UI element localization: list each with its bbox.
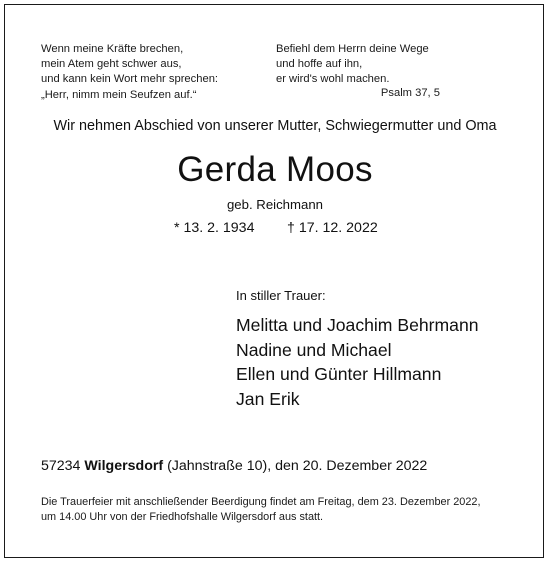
verse-left-line: „Herr, nimm mein Seufzen auf.“ [41, 88, 197, 101]
service-line: um 14.00 Uhr von der Friedhofshalle Wilgersdorf aus statt. [41, 510, 324, 523]
service-line: Die Trauerfeier mit anschließender Beerdigung findet am Freitag, dem 23. Dezember 2022, [41, 496, 481, 508]
postal-code: 57234 [41, 458, 81, 474]
mourning-label: In stiller Trauer: [236, 288, 326, 303]
maiden-name: geb. Reichmann [226, 197, 324, 212]
verse-right-line: und hoffe auf ihn, [276, 58, 363, 71]
deceased-name: Gerda Moos [177, 150, 373, 189]
death-date: † 17. 12. 2022 [287, 220, 378, 236]
verse-left [41, 42, 218, 103]
mourners-list [236, 313, 479, 411]
verse-right-line: er wird's wohl machen. [276, 73, 390, 86]
verse-left-line: und kann kein Wort mehr sprechen: [41, 73, 219, 86]
verse-left-line: mein Atem geht schwer aus, [41, 58, 182, 71]
birth-date: * 13. 2. 1934 [174, 220, 255, 236]
verse-source: Psalm 37, 5 [380, 87, 440, 99]
service-info [41, 495, 480, 524]
place-date-line [41, 458, 427, 474]
verse-left-line: Wenn meine Kräfte brechen, [41, 43, 184, 55]
address-date: (Jahnstraße 10), den 20. Dezember 2022 [167, 458, 428, 474]
mourner-item: Melitta und Joachim Behrmann [236, 315, 479, 335]
verse-right [276, 42, 429, 88]
mourner-item: Ellen und Günter Hillmann [236, 364, 442, 385]
verse-right-line: Befiehl dem Herrn deine Wege [276, 43, 429, 55]
mourner-item: Nadine und Michael [236, 339, 392, 360]
town-name: Wilgersdorf [84, 458, 164, 474]
intro-text: Wir nehmen Abschied von unserer Mutter, Schwiegermutter und Oma [53, 118, 497, 134]
mourner-item: Jan Erik [236, 388, 300, 409]
